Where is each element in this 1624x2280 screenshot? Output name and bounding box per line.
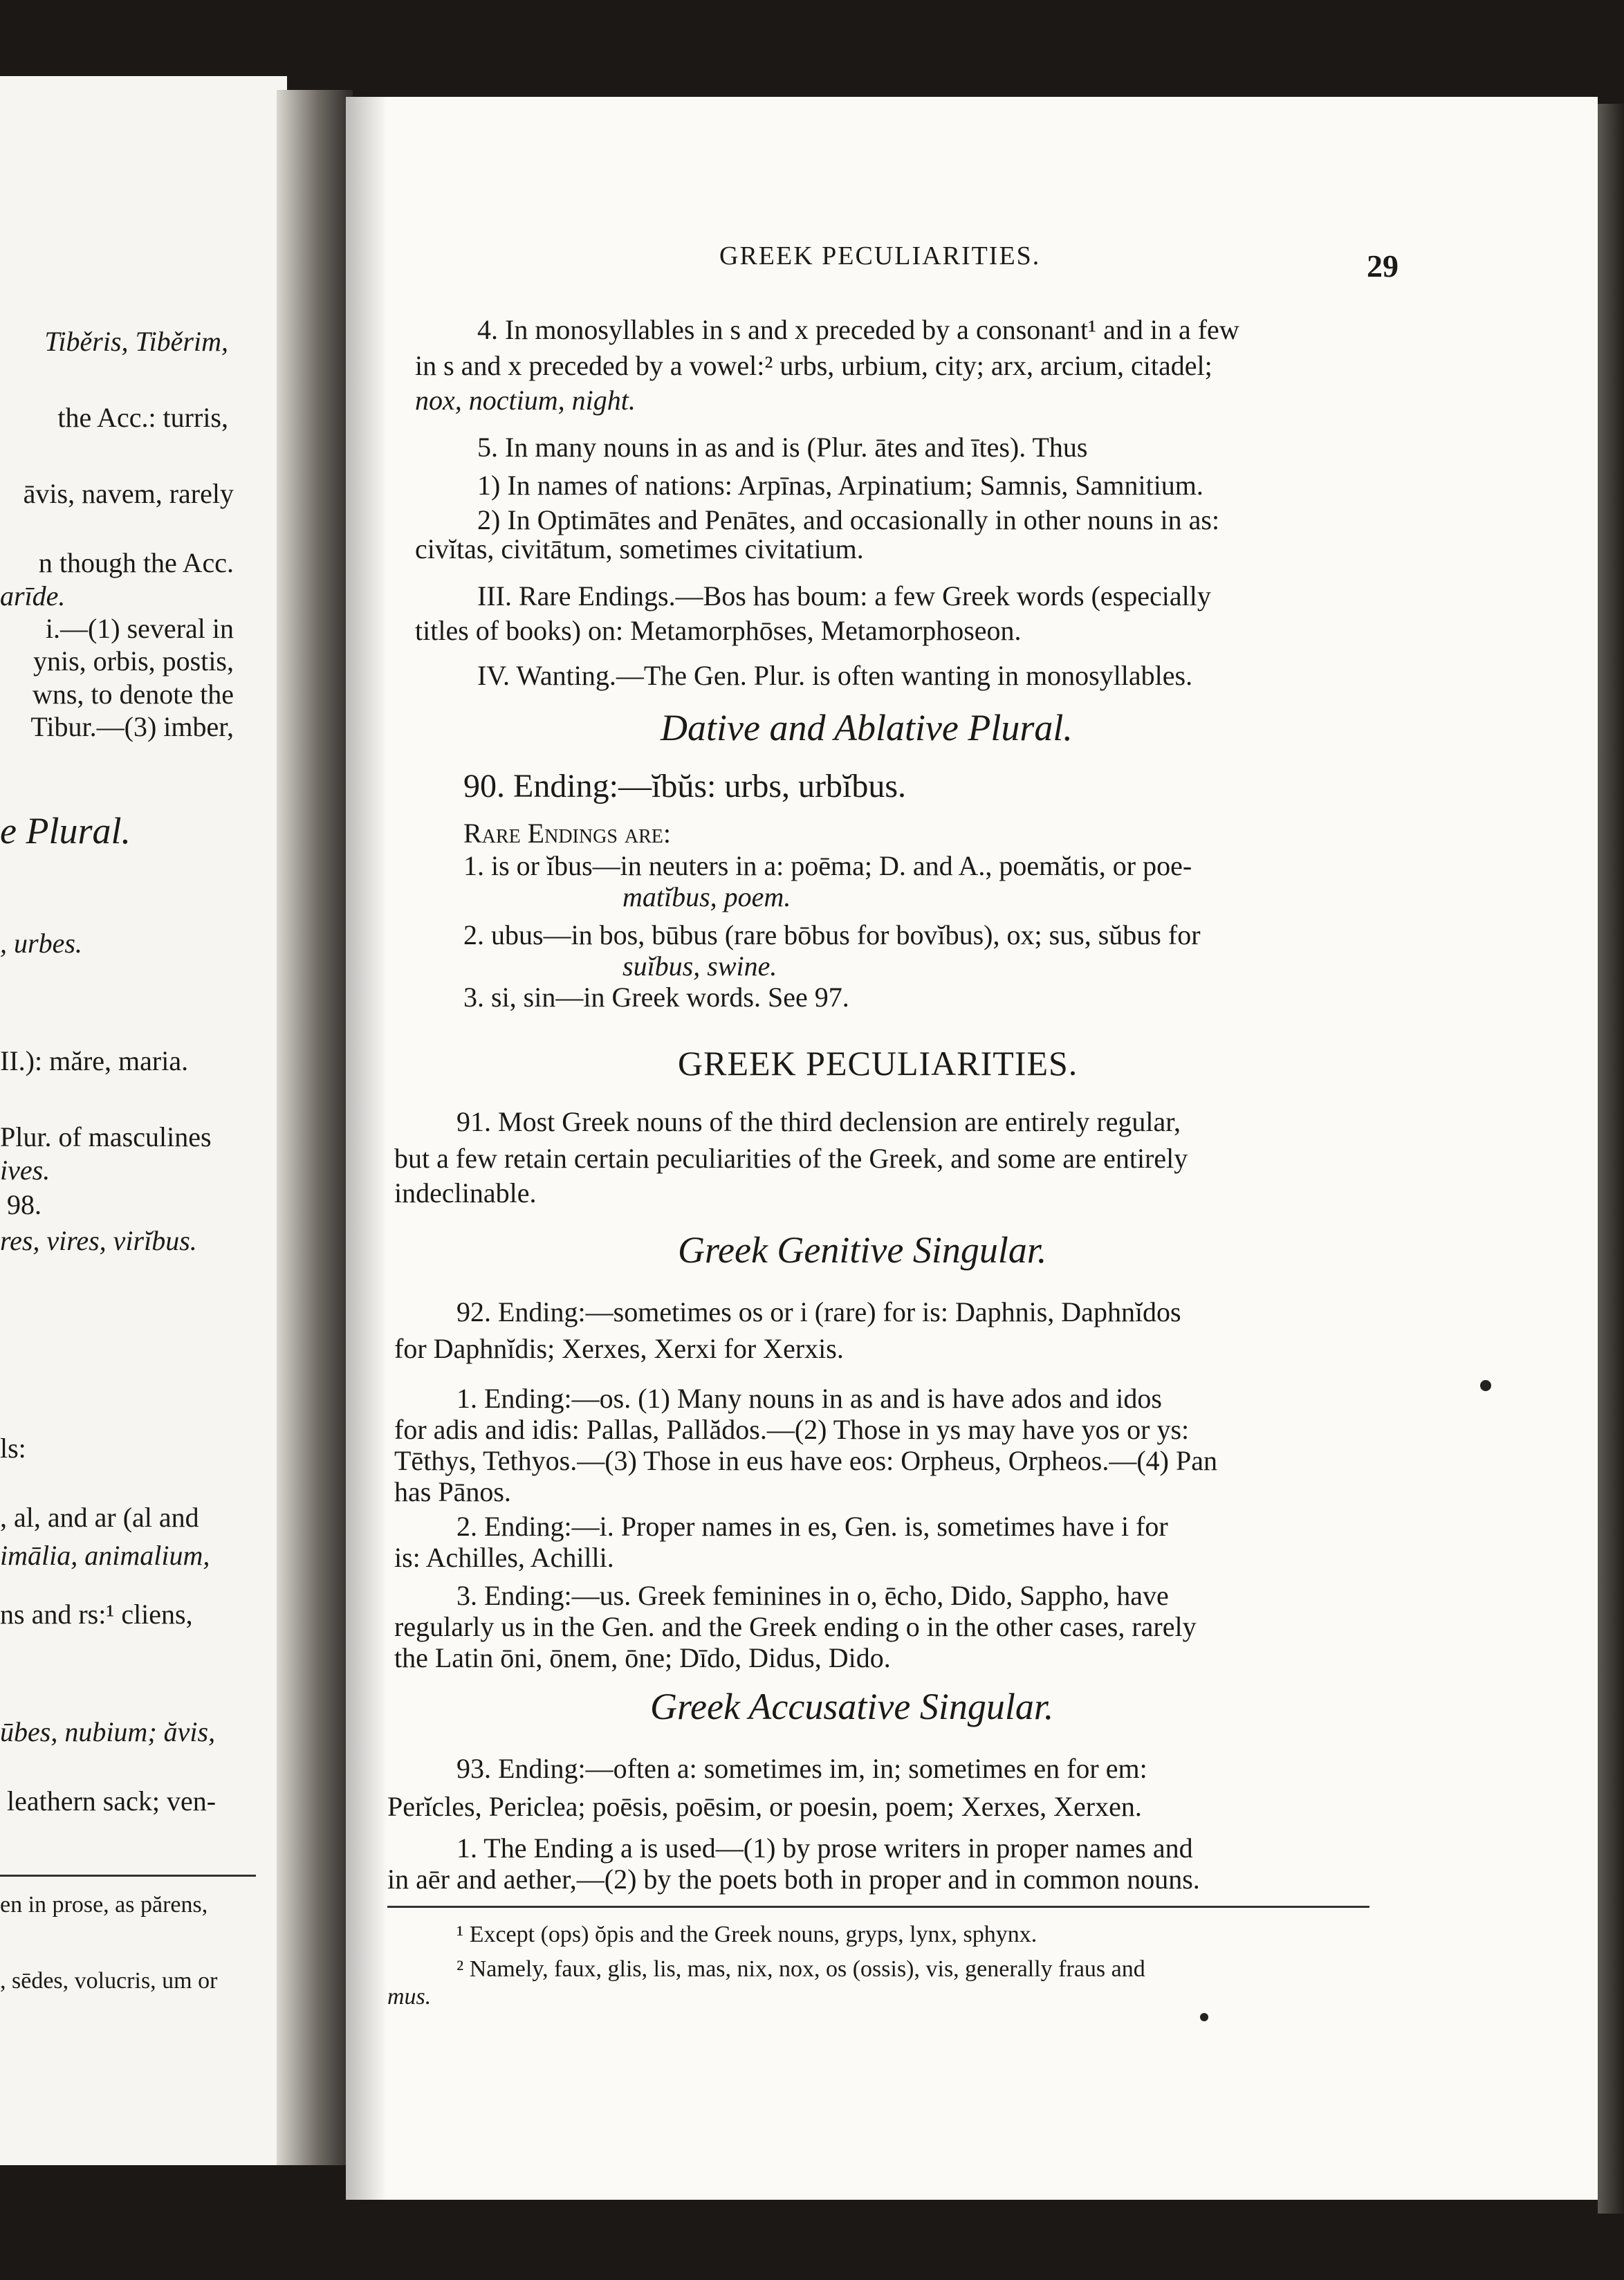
page-edge (1598, 104, 1624, 2214)
paragraph-line: 2. Ending:—i. Proper names in es, Gen. is, sometimes have i for (456, 1511, 1168, 1542)
section-heading: Greek Genitive Singular. (678, 1229, 1047, 1271)
paragraph-line: 2) In Optimātes and Penātes, and occasionally in other nouns in as: (477, 504, 1220, 535)
paragraph-line: but a few retain certain peculiarities of the Greek, and some are entirely (394, 1143, 1188, 1174)
left-line: imālia, animalium, (0, 1540, 210, 1571)
paragraph-line: 3. Ending:—us. Greek feminines in o, ēcho, Dido, Sappho, have (456, 1580, 1169, 1611)
section-heading: Greek Accusative Singular. (650, 1686, 1054, 1727)
footnote-rule (387, 1906, 1369, 1908)
paragraph-line: for Daphnĭdis; Xerxes, Xerxi for Xerxis. (394, 1333, 844, 1364)
left-line: ns and rs:¹ cliens, (0, 1599, 193, 1630)
running-head: GREEK PECULIARITIES. (719, 241, 1041, 270)
paragraph-line: nox, noctium, night. (415, 385, 636, 416)
paragraph-line: IV. Wanting.—The Gen. Plur. is often wanting in monosyllables. (477, 660, 1193, 691)
left-line: 98. (7, 1189, 41, 1220)
paragraph-line: has Pānos. (394, 1476, 511, 1507)
paragraph-line: 5. In many nouns in as and is (Plur. ātes and ītes). Thus (477, 432, 1088, 463)
left-line: ynis, orbis, postis, (33, 645, 234, 677)
paragraph-line: 3. si, sin—in Greek words. See 97. (463, 982, 849, 1013)
left-line: e Plural. (0, 810, 131, 852)
left-line: i.—(1) several in (45, 613, 234, 644)
gutter-shadow (346, 97, 387, 2200)
paragraph-line: Tēthys, Tethyos.—(3) Those in eus have eos: Orpheus, Orpheos.—(4) Pan (394, 1445, 1217, 1476)
book-gutter (277, 90, 353, 2165)
left-line: res, vires, virĭbus. (0, 1225, 197, 1256)
footnote: ² Namely, faux, glis, lis, mas, nix, nox, os (ossis), vis, generally fraus and (456, 1956, 1145, 1982)
footnote: ¹ Except (ops) ŏpis and the Greek nouns, gryps, lynx, sphynx. (456, 1922, 1037, 1947)
left-line: Tiběris, Tiběrim, (44, 326, 228, 357)
footnote: mus. (387, 1984, 432, 2010)
ink-spot (1480, 1380, 1491, 1391)
paragraph-line: Perĭcles, Periclea; poēsis, poēsim, or poesin, poem; Xerxes, Xerxen. (387, 1791, 1142, 1822)
left-line: ls: (0, 1433, 26, 1464)
paragraph-line: 1. Ending:—os. (1) Many nouns in as and is have ados and idos (456, 1383, 1162, 1414)
left-line: wns, to denote the (32, 679, 234, 710)
paragraph-line: matĭbus, poem. (622, 881, 791, 912)
left-line: the Acc.: turris, (57, 402, 228, 433)
left-line: āvis, navem, rarely (23, 478, 234, 509)
paragraph-line: 93. Ending:—often a: sometimes im, in; sometimes en for em: (456, 1753, 1147, 1784)
paragraph-line: 1. is or ĭbus—in neuters in a: poēma; D. and A., poemătis, or poe- (463, 850, 1192, 881)
paragraph-line: 1) In names of nations: Arpīnas, Arpinatium; Samnis, Samnitium. (477, 470, 1203, 501)
left-line: Plur. of masculines (0, 1121, 212, 1152)
paragraph-line: for adis and idis: Pallas, Pallădos.—(2) Those in ys may have yos or ys: (394, 1414, 1190, 1445)
left-line: n though the Acc. (38, 547, 234, 578)
left-line: leathern sack; ven- (7, 1785, 216, 1817)
paragraph-line: indeclinable. (394, 1177, 537, 1208)
section-heading: GREEK PECULIARITIES. (678, 1044, 1078, 1083)
left-line: , al, and ar (al and (0, 1502, 199, 1533)
paragraph-line: the Latin ōni, ōnem, ōne; Dīdo, Didus, Dido. (394, 1642, 891, 1673)
left-footnote: , sēdes, volucris, um or (0, 1968, 218, 1994)
left-footnote-rule (0, 1875, 256, 1877)
paragraph-line: in aēr and aether,—(2) by the poets both in proper and in common nouns. (387, 1864, 1200, 1895)
ink-spot (1200, 2013, 1208, 2021)
paragraph-line: 2. ubus—in bos, būbus (rare bōbus for bovĭbus), ox; sus, sŭbus for (463, 919, 1201, 950)
left-line: ūbes, nubium; ăvis, (0, 1716, 216, 1747)
paragraph-line: civĭtas, civitātum, sometimes civitatium. (415, 533, 864, 564)
left-line: arīde. (0, 580, 66, 612)
paragraph-line: in s and x preceded by a vowel:² urbs, urbium, city; arx, arcium, citadel; (415, 350, 1212, 381)
paragraph-line: suĭbus, swine. (622, 950, 777, 982)
paragraph-line: regularly us in the Gen. and the Greek ending o in the other cases, rarely (394, 1611, 1197, 1642)
left-line: II.): măre, maria. (0, 1045, 189, 1076)
left-footnote: en in prose, as părens, (0, 1892, 208, 1918)
left-line: ives. (0, 1155, 50, 1186)
left-page (0, 76, 287, 2165)
section-heading: Dative and Ablative Plural. (661, 707, 1073, 748)
page-number: 29 (1367, 248, 1399, 284)
paragraph-line: 1. The Ending a is used—(1) by prose writers in proper names and (456, 1832, 1193, 1864)
paragraph-line: titles of books) on: Metamorphōses, Metamorphoseon. (415, 615, 1022, 646)
paragraph-line: 4. In monosyllables in s and x preceded by a consonant¹ and in a few (477, 314, 1239, 345)
paragraph-line: 91. Most Greek nouns of the third declension are entirely regular, (456, 1106, 1181, 1137)
paragraph-line: is: Achilles, Achilli. (394, 1542, 614, 1573)
paragraph-line: Rare Endings are: (463, 818, 672, 849)
left-line: , urbes. (0, 928, 82, 959)
paragraph-number-90: 90. Ending:—ĭbŭs: urbs, urbĭbus. (463, 768, 907, 805)
paragraph-line: III. Rare Endings.—Bos has boum: a few Greek words (especially (477, 580, 1211, 612)
paragraph-line: 92. Ending:—sometimes os or i (rare) for is: Daphnis, Daphnĭdos (456, 1296, 1181, 1327)
left-line: Tibur.—(3) imber, (30, 711, 234, 742)
